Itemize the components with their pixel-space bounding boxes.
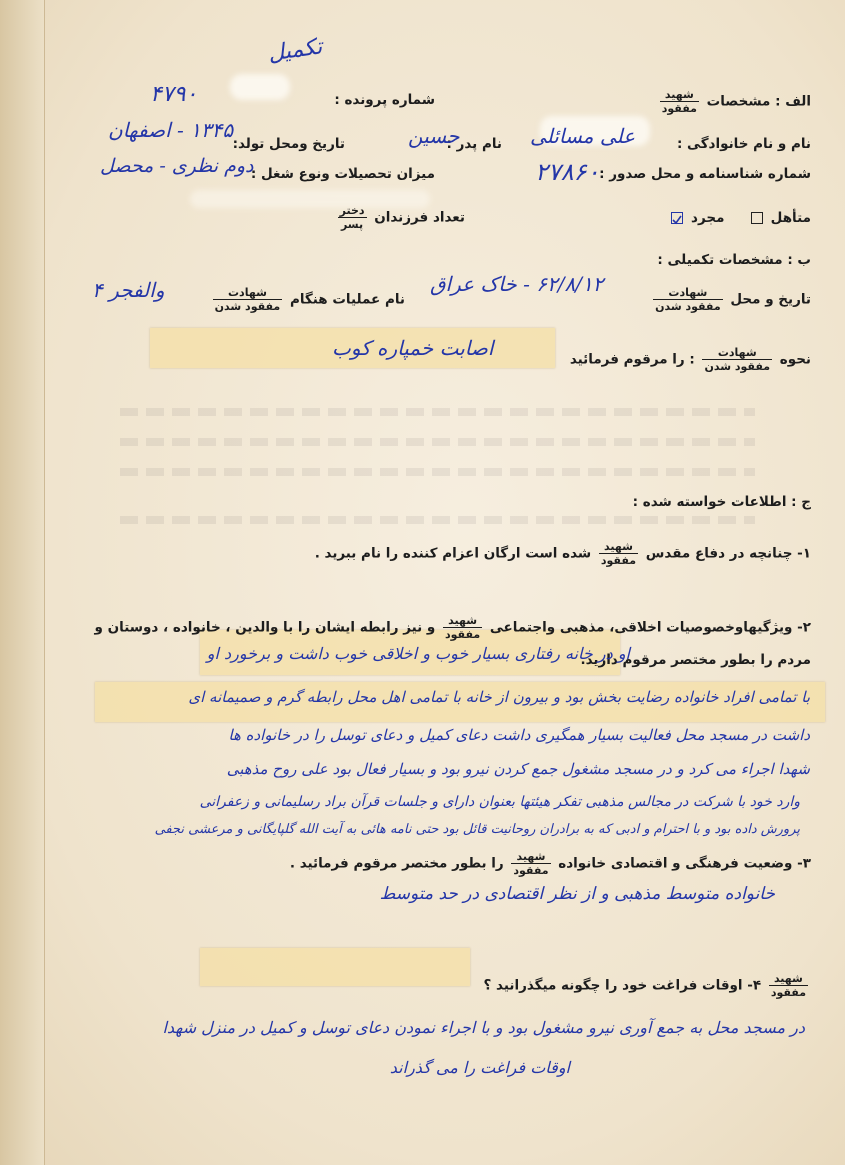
education-value: دوم نظری - محصل	[100, 155, 254, 177]
question-2-line2: مردم را بطور مختصر مرقوم دارید.	[580, 652, 811, 668]
operation-label: نام عملیات هنگام $\frac{\text{شهادت}}{\text{مفقود شدن}}$	[214, 286, 405, 313]
name-value: علی مسائلی	[530, 124, 636, 148]
operation-value: والفجر ۴	[92, 278, 165, 302]
redaction-blur	[230, 74, 290, 100]
binding-strip	[0, 0, 45, 1165]
birth-value: ۱۳۴۵ - اصفهان	[108, 118, 234, 142]
date-place-fraction: $\frac{\text{شهادت}}{\text{مفقود شدن}}$	[655, 286, 721, 313]
bleed-through	[120, 438, 755, 446]
father-label: نام پدر :	[446, 136, 502, 152]
section-a-title: الف : مشخصات $\frac{\text{شهید}}{\text{مفقود}}$	[661, 88, 811, 115]
manner-label: نحوه $\frac{\text{شهادت}}{\text{مفقود شدن}}$ : را مرقوم فرمائید	[569, 346, 811, 373]
bleed-through	[120, 516, 755, 524]
date-place-value: ۶۲/۸/۱۲ - خاک عراق	[430, 272, 604, 296]
single-checkbox[interactable]	[671, 212, 683, 224]
q2-answer-line-5: وارد خود با شرکت در مجالس مذهبی تفکر هیئتها بعنوان دارای و جلسات قرآن براد رسلیمانی و زعفرانی	[199, 794, 800, 810]
q2-answer-line-4: شهدا اجراء می کرد و در مسجد مشغول جمع کردن نیرو بود و بسیار فعال بود علی روح مذهبی	[226, 760, 810, 778]
birth-label: تاریخ ومحل تولد:	[232, 136, 345, 152]
date-place-label: تاریخ و محل $\frac{\text{شهادت}}{\text{مفقود شدن}}$	[655, 286, 811, 313]
marital-status: متأهل مجرد	[668, 210, 811, 226]
married-checkbox[interactable]	[751, 212, 763, 224]
q2-fraction: $\frac{\text{شهید}}{\text{مفقود}}$	[444, 614, 481, 641]
q1-fraction: $\frac{\text{شهید}}{\text{مفقود}}$	[600, 540, 637, 567]
children-label: تعداد فرزندان $\frac{\text{دختر}}{\text{پسر}}$	[339, 204, 465, 231]
q2-answer-line-1: او در خانه رفتاری بسیار خوب و اخلاقی خوب داشت و برخورد او	[206, 644, 630, 663]
question-3: ۳- وضعیت فرهنگی و اقتصادی خانواده $\frac{\text{شهید}}{\text{مفقود}}$ را بطور مختصر مرقوم فرمائید .	[289, 850, 811, 877]
id-value: ۲۷۸۶۰	[535, 158, 600, 186]
file-note: تکمیل	[266, 34, 324, 67]
q3-answer: خانواده متوسط مذهبی و از نظر اقتصادی در حد متوسط	[379, 884, 775, 904]
children-fraction: $\frac{\text{دختر}}{\text{پسر}}$	[339, 204, 365, 231]
q4-answer-line-2: اوقات فراغت را می گذراند	[389, 1058, 570, 1077]
q2-answer-line-3: داشت در مسجد محل فعالیت بسیار همگیری داشت دعای کمیل و دعای توسل را در خانواده ها	[228, 726, 810, 744]
question-4: $\frac{\text{شهید}}{\text{مفقود}}$ ۴- اوقات فراغت خود را چگونه میگذرانید ؟	[483, 972, 806, 999]
id-label: شماره شناسنامه و محل صدور :	[599, 166, 811, 182]
q4-answer-line-1: در مسجد محل به جمع آوری نیرو مشغول بود و با اجراء نمودن دعای توسل و کمیل در منزل شهدا	[162, 1018, 805, 1037]
bleed-through	[120, 408, 755, 416]
q4-fraction: $\frac{\text{شهید}}{\text{مفقود}}$	[770, 972, 806, 999]
file-number-label: شماره پرونده :	[334, 92, 435, 108]
name-label: نام و نام خانوادگی :	[676, 136, 811, 152]
manner-fraction: $\frac{\text{شهادت}}{\text{مفقود شدن}}$	[704, 346, 771, 373]
file-number-value: ۴۷۹۰	[150, 82, 198, 107]
bleed-through	[120, 468, 755, 476]
father-value: حسین	[408, 124, 460, 148]
tape-strip	[200, 948, 470, 986]
section-b-title: ب : مشخصات تکمیلی :	[657, 252, 811, 268]
question-2: ۲- ویژگیهاوخصوصیات اخلاقی، مذهبی واجتماعی $\frac{\text{شهید}}{\text{مفقود}}$ و نیز رابطه ایشان را با والدین ، خانواده ، دوستان و	[94, 614, 811, 641]
q3-fraction: $\frac{\text{شهید}}{\text{مفقود}}$	[513, 850, 549, 877]
martyr-missing-fraction: $\frac{\text{شهید}}{\text{مفقود}}$	[661, 88, 697, 115]
q2-answer-line-6: پرورش داده بود و با احترام و ادبی که به برادران روحانیت قائل بود حتی نامه هائی به آیت الله گلپایگانی و مرعشی نجفی	[154, 822, 800, 837]
section-c-title: ج : اطلاعات خواسته شده :	[632, 494, 811, 510]
question-1: ۱- چنانچه در دفاع مقدس $\frac{\text{شهید}}{\text{مفقود}}$ شده است ارگان اعزام کننده را نام ببرید .	[314, 540, 811, 567]
q2-answer-line-2: با تمامی افراد خانواده رضایت بخش بود و بیرون از خانه با تمامی اهل محل رابطه گرم و صمیمانه ای	[188, 688, 810, 706]
education-label: میزان تحصیلات ونوع شغل :	[250, 166, 435, 182]
manner-value: اصابت خمپاره کوب	[332, 336, 494, 360]
operation-fraction: $\frac{\text{شهادت}}{\text{مفقود شدن}}$	[214, 286, 281, 313]
